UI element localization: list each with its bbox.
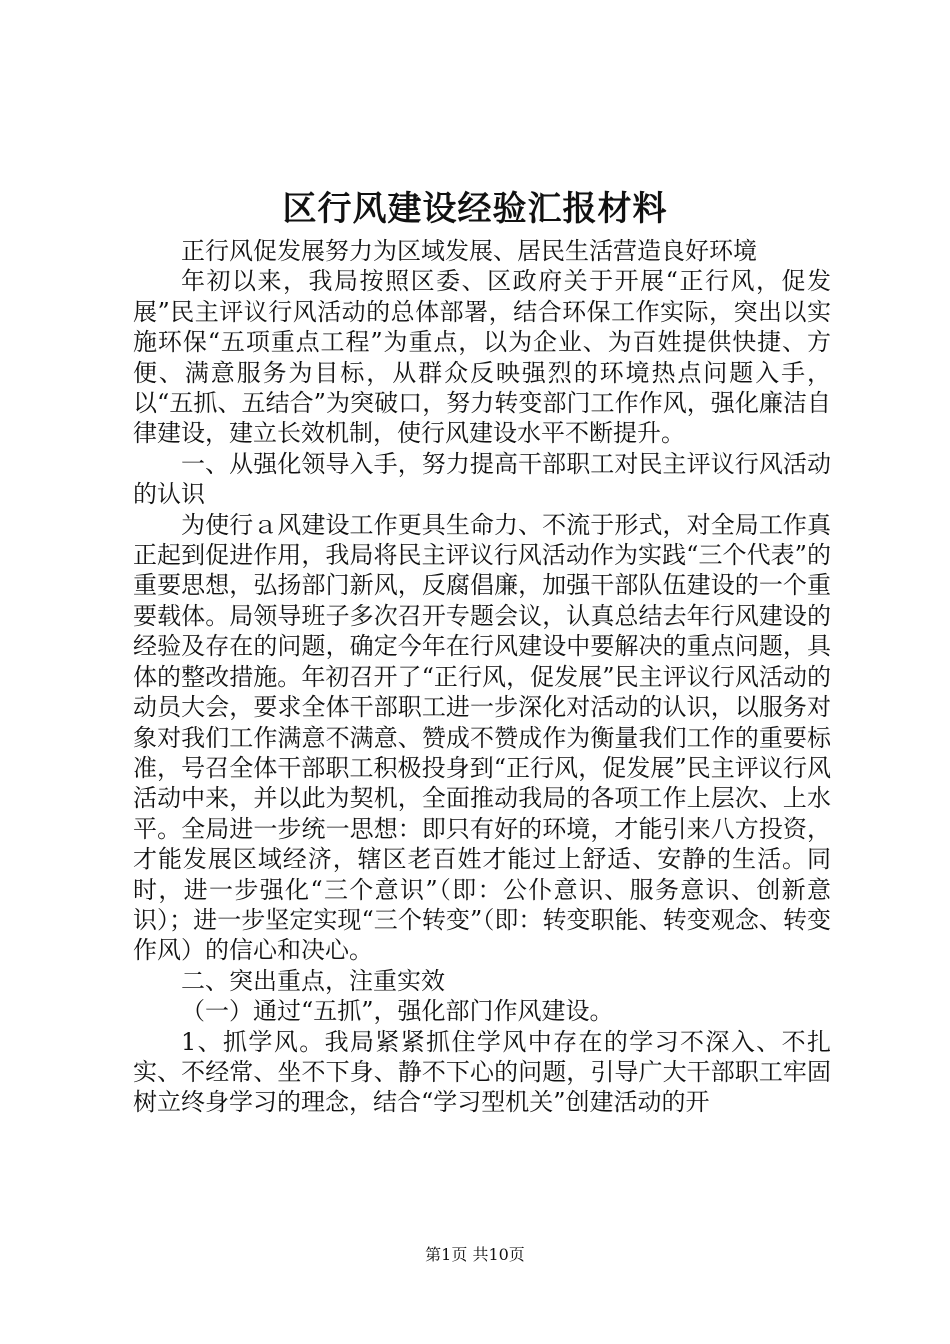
document-body bbox=[133, 236, 831, 1118]
section-heading-2: 二、突出重点，注重实效 bbox=[181, 966, 445, 995]
subsection-heading: （一）通过“五抓”，强化部门作风建设。 bbox=[181, 997, 614, 1026]
body-paragraph: 为使行ａ风建设工作更具生命力、不流于形式，对全局工作真正起到促进作用，我局将民主评议行风活动作为实践“三个代表”的重要思想，弘扬部门新风，反腐倡廉，加强干部队伍建设的一个重要载体。局领导班子多次召开专题会议，认真总结去年行风建设的经验及存在的问题，确定今年在行风建设中要解决的重点问题，具体的整改措施。年初召开了“正行风，促发展”民主评议行风活动的动员大会，要求全体干部职工进一步深化对活动的认识，以服务对象对我们工作满意不满意、赞成不赞成作为衡量我们工作的重要标准，号召全体干部职工积极投身到“正行风，促发展”民主评议行风活动中来，并以此为契机，全面推动我局的各项工作上层次、上水平。全局进一步统一思想：即只有好的环境，才能引来八方投资，才能发展区域经济，辖区老百姓才能过上舒适、安静的生活。同时，进一步强化“三个意识”（即：公仆意识、服务意识、创新意识）；进一步坚定实现“三个转变”（即：转变职能、转变观念、转变作风）的信心和决心。 bbox=[133, 510, 831, 965]
subtitle-paragraph: 正行风促发展努力为区域发展、居民生活营造良好环境 bbox=[181, 237, 757, 265]
page-number-footer: 第1页 共10页 bbox=[425, 1245, 525, 1264]
intro-paragraph: 年初以来，我局按照区委、区政府关于开展“正行风，促发展”民主评议行风活动的总体部署，结合环保工作实际，突出以实施环保“五项重点工程”为重点，以为企业、为百姓提供快捷、方便、满意服务为目标，从群众反映强烈的环境热点问题入手，以“五抓、五结合”为突破口，努力转变部门工作作风，强化廉洁自律建设，建立长效机制，使行风建设水平不断提升。 bbox=[133, 267, 831, 448]
section-heading-1: 一、从强化领导入手，努力提高干部职工对民主评议行风活动的认识 bbox=[133, 449, 831, 509]
document-title: 区行风建设经验汇报材料 bbox=[282, 189, 668, 229]
body-paragraph: 1、抓学风。我局紧紧抓住学风中存在的学习不深入、不扎实、不经常、坐不下身、静不下心的问题，引导广大干部职工牢固树立终身学习的理念，结合“学习型机关”创建活动的开 bbox=[133, 1027, 831, 1117]
